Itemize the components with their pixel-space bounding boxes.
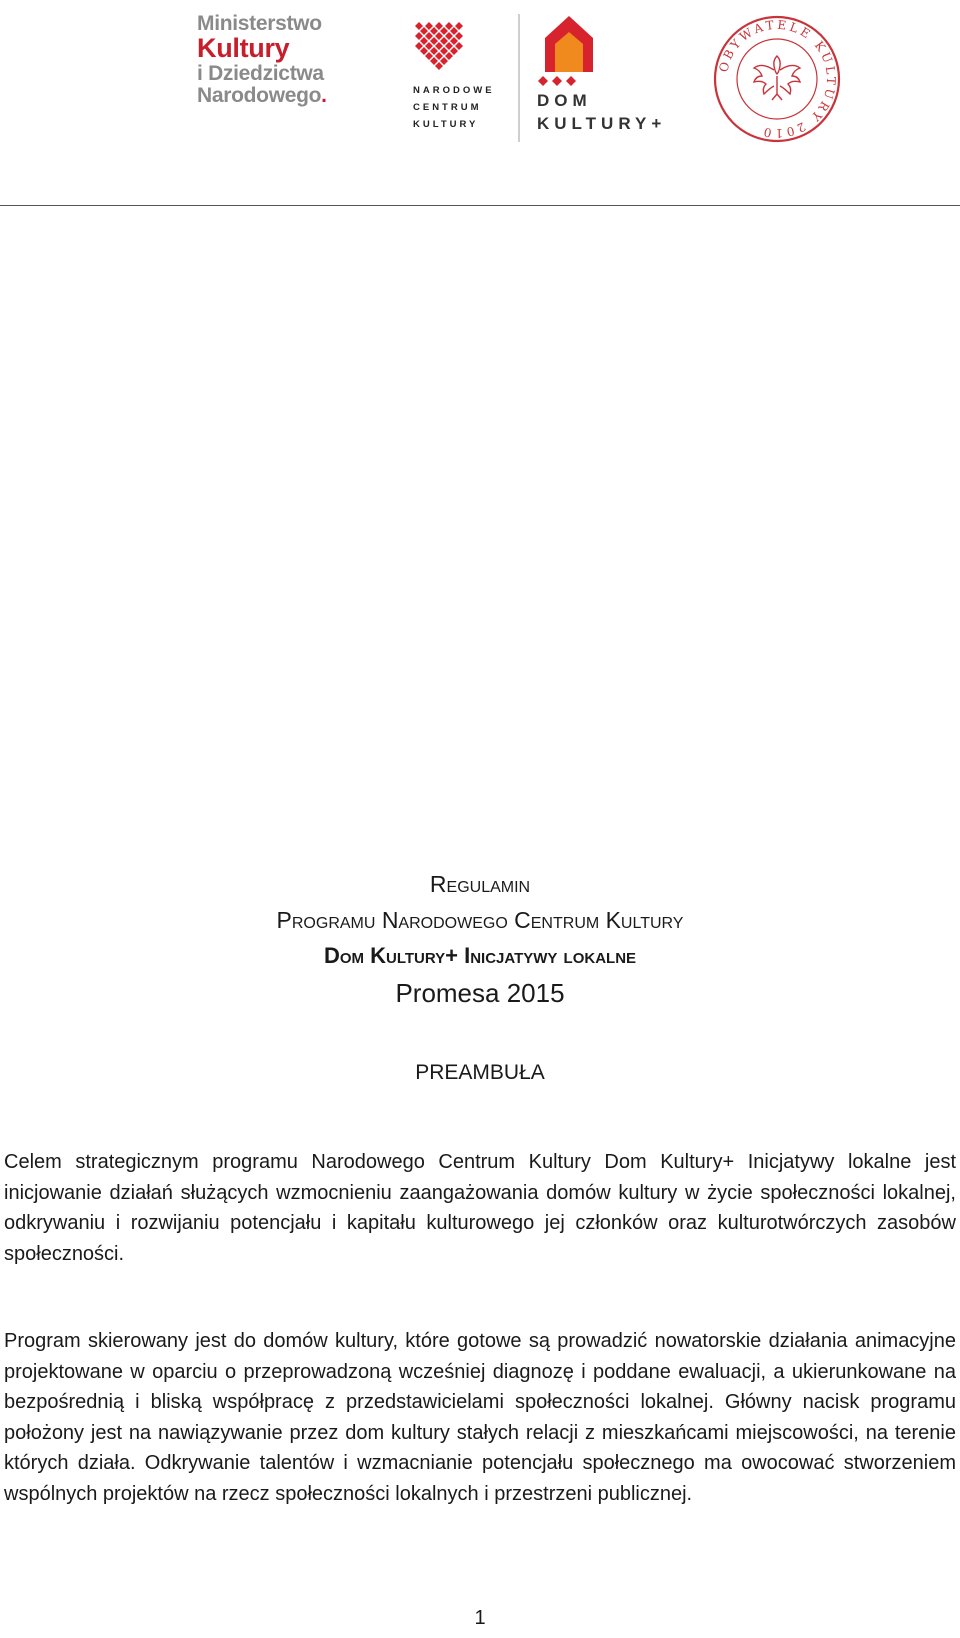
title-regulamin: Regulamin [429, 871, 531, 897]
paragraph-1: Celem strategicznym programu Narodowego Centrum Kultury Dom Kultury+ Inicjatywy lokalne jest inicjowanie działań służących wzmocnieniu zaangażowania domów kultury w życie społeczności lokalnej, odkrywaniu i rozwijaniu potencjału i kapitału kulturowego jej członków oraz kulturotwórczych zasobów społeczności. [4, 1151, 956, 1265]
ministry-logo-line1: Ministerstwo [197, 12, 322, 35]
nck-logo-line1: NARODOWE [413, 85, 495, 96]
page-number: 1 [474, 1607, 486, 1629]
logo-divider [518, 14, 520, 142]
ministry-logo-line4: Narodowego. [197, 84, 327, 107]
paragraph-2: Program skierowany jest do domów kultury, które gotowe są prowadzić nowatorskie działania animacyjne projektowane w oparciu o przeprowadzoną wcześniej diagnozę i poddane ewaluacji, a ukierunkowane na bezpośrednią i bliską współpracę z przedstawicielami społeczności lokalnej. Główny nacisk programu położony jest na nawiązywanie przez dom kultury stałych relacji z mieszkańcami miejscowości, na terenie których działa. Odkrywanie talentów i wzmacnianie potencjału społecznego ma owocować stworzeniem wspólnych projektów na rzecz społeczności lokalnych i przestrzeni publicznej. [4, 1330, 956, 1505]
nck-diamond-pattern-icon [415, 22, 463, 76]
title-program-name: Dom Kultury+ Inicjatywy lokalne [323, 943, 637, 968]
eagle-icon [754, 56, 800, 100]
header-divider [0, 205, 960, 206]
dom-kultury-logo-line1: DOM [537, 91, 592, 110]
house-icon [537, 14, 601, 86]
dom-kultury-logo-line2: KULTURY+ [537, 114, 667, 133]
section-heading-preambula: PREAMBUŁA [415, 1061, 545, 1084]
ministry-logo [197, 13, 357, 106]
ministry-logo-line2: Kultury [197, 33, 290, 63]
title-program: Programu Narodowego Centrum Kultury [276, 907, 684, 933]
page-header [0, 0, 960, 206]
document-title-block [0, 866, 960, 1012]
svg-text:OBYWATELE KULTURY 2010: OBYWATELE KULTURY 2010 [716, 17, 839, 141]
ministry-logo-line3: i Dziedzictwa [197, 62, 324, 85]
obywatele-kultury-seal-icon [712, 14, 842, 144]
nck-logo [413, 22, 503, 133]
dom-kultury-logo [537, 14, 677, 132]
nck-logo-line3: KULTURY [413, 119, 479, 130]
title-promesa: Promesa 2015 [395, 978, 565, 1008]
nck-logo-line2: CENTRUM [413, 102, 482, 113]
